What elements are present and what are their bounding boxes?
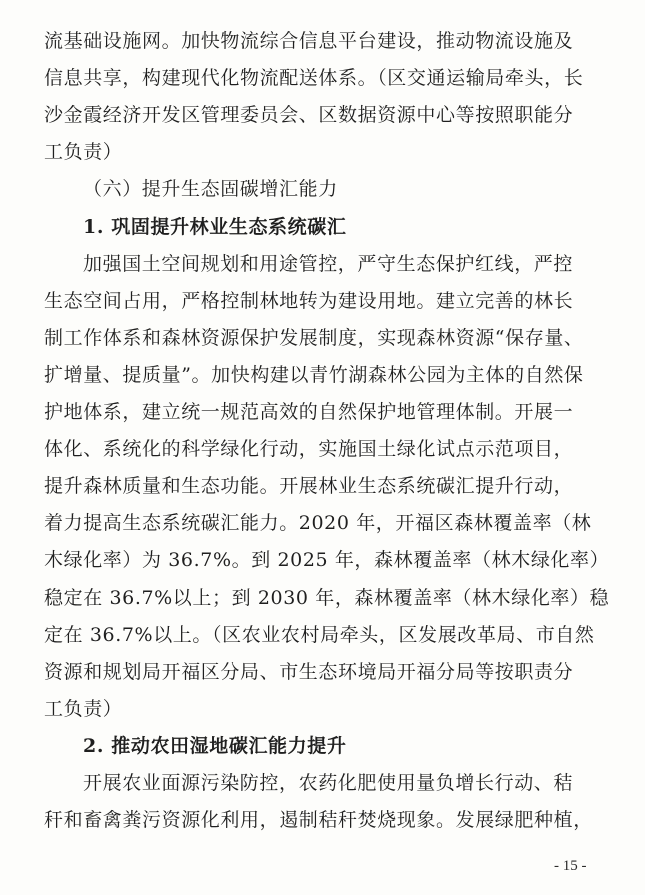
paragraph-line: 信息共享，构建现代化物流配送体系。（区交通运输局牵头，长 xyxy=(44,67,584,89)
paragraph-line: 加强国土空间规划和用途管控，严守生态保护红线，严控 xyxy=(83,253,574,275)
paragraph-line: 工负责） xyxy=(44,698,123,720)
paragraph-line: 资源和规划局开福区分局、市生态环境局开福分局等按职责分 xyxy=(44,661,574,683)
paragraph-line: 开展农业面源污染防控，农药化肥使用量负增长行动、秸 xyxy=(83,772,574,794)
section-heading: （六）提升生态固碳增汇能力 xyxy=(83,178,338,200)
paragraph-line: 秆和畜禽粪污资源化利用，遏制秸秆焚烧现象。发展绿肥种植， xyxy=(44,809,593,831)
paragraph-line: 制工作体系和森林资源保护发展制度，实现森林资源“保存量、 xyxy=(44,327,584,349)
paragraph-line: 护地体系，建立统一规范高效的自然保护地管理体制。开展一 xyxy=(44,401,574,423)
paragraph-line: 定在 36.7%以上。（区农业农村局牵头，区发展改革局、市自然 xyxy=(44,624,595,646)
subsection-heading: 1. 巩固提升林业生态系统碳汇 xyxy=(83,216,347,238)
subsection-heading: 2. 推动农田湿地碳汇能力提升 xyxy=(83,735,347,757)
paragraph-line: 提升森林质量和生态功能。开展林业生态系统碳汇提升行动， xyxy=(44,475,574,497)
paragraph-line: 流基础设施网。加快物流综合信息平台建设，推动物流设施及 xyxy=(44,30,574,52)
paragraph-line: 生态空间占用，严格控制林地转为建设用地。建立完善的林长 xyxy=(44,290,574,312)
page-number: - 15 - xyxy=(554,858,587,874)
paragraph-line: 稳定在 36.7%以上；到 2030 年，森林覆盖率（林木绿化率）稳 xyxy=(44,587,610,609)
paragraph-line: 木绿化率）为 36.7%。到 2025 年，森林覆盖率（林木绿化率） xyxy=(44,549,610,571)
paragraph-line: 扩增量、提质量”。加快构建以青竹湖森林公园为主体的自然保 xyxy=(44,364,584,386)
paragraph-line: 工负责） xyxy=(44,141,123,163)
paragraph-line: 体化、系统化的科学绿化行动，实施国土绿化试点示范项目， xyxy=(44,438,574,460)
paragraph-line: 着力提高生态系统碳汇能力。2020 年，开福区森林覆盖率（林 xyxy=(44,512,592,534)
paragraph-line: 沙金霞经济开发区管理委员会、区数据资源中心等按照职能分 xyxy=(44,104,574,126)
